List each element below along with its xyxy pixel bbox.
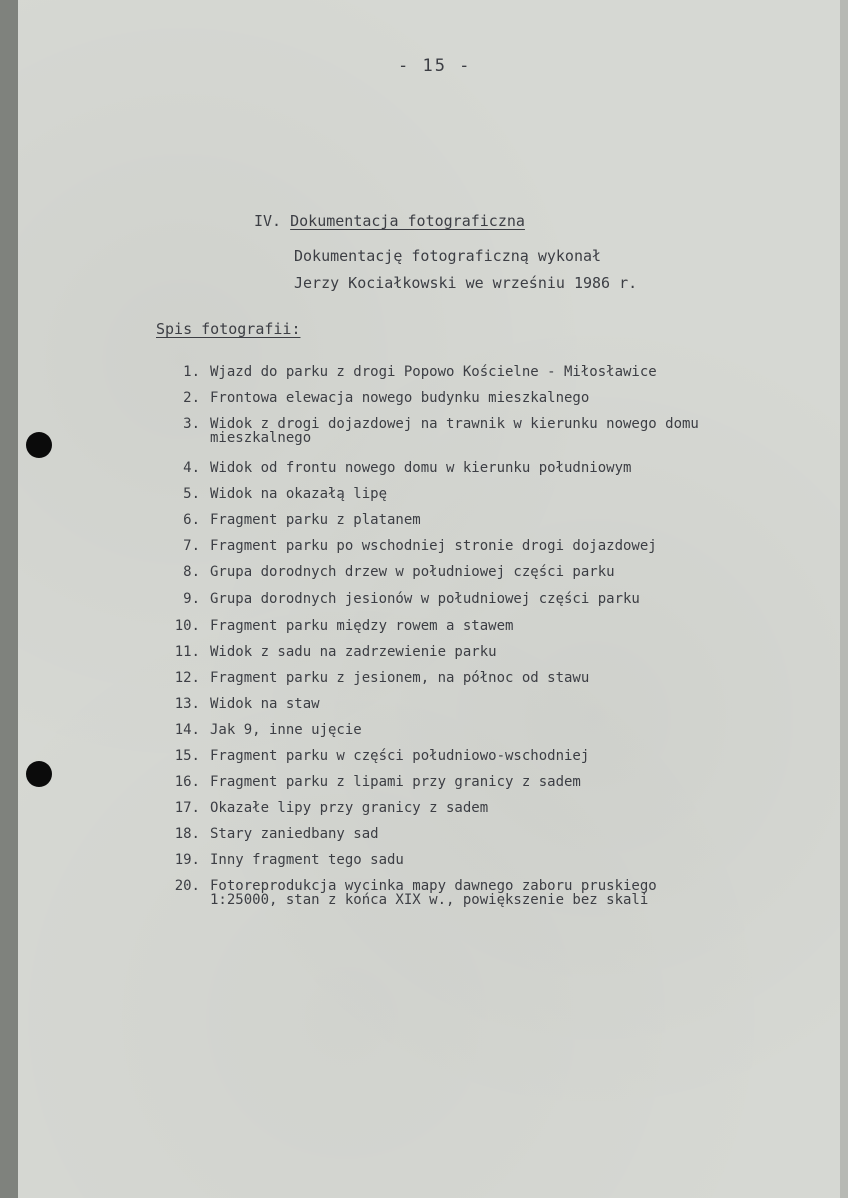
list-item-number: 1.	[183, 364, 200, 380]
punch-hole	[26, 432, 52, 458]
list-item	[158, 619, 828, 633]
list-item-number: 7.	[183, 538, 200, 554]
list-item	[158, 539, 828, 553]
list-item-text: Frontowa elewacja nowego budynku mieszkalnego	[210, 390, 590, 406]
list-item	[158, 391, 828, 405]
list-item-number: 11.	[174, 644, 200, 660]
list-item-number: 9.	[183, 591, 200, 607]
list-item	[158, 697, 828, 711]
list-item	[158, 645, 828, 659]
list-item-number: 6.	[183, 512, 200, 528]
list-heading: Spis fotografii:	[156, 320, 301, 338]
list-item	[158, 461, 828, 475]
list-item	[158, 827, 828, 841]
section-numeral: IV.	[254, 212, 282, 230]
list-item	[158, 565, 828, 579]
credit-line: Jerzy Kociałkowski we wrześniu 1986 r.	[294, 274, 638, 292]
list-item-number: 19.	[174, 852, 200, 868]
list-item-number: 13.	[174, 696, 200, 712]
list-item	[158, 513, 828, 527]
list-item-number: 5.	[183, 486, 200, 502]
list-item	[158, 671, 828, 685]
list-item-number: 16.	[174, 774, 200, 790]
list-item-number: 15.	[174, 748, 200, 764]
punch-hole	[26, 761, 52, 787]
list-item-text: Stary zaniedbany sad	[210, 826, 379, 842]
list-item-number: 3.	[183, 416, 200, 432]
list-item-text: Fragment parku po wschodniej stronie drogi dojazdowej	[210, 538, 657, 554]
document-page	[18, 0, 840, 1198]
list-item	[158, 417, 828, 445]
list-item-number: 2.	[183, 390, 200, 406]
scan-right-margin	[840, 0, 848, 1198]
section-heading	[254, 212, 525, 230]
list-item-number: 20.	[174, 878, 200, 894]
list-item-text: Widok na staw	[210, 696, 320, 712]
list-item	[158, 775, 828, 789]
credit-line: Dokumentację fotograficzną wykonał	[294, 247, 602, 265]
list-item-text: Fragment parku w części południowo-wschodniej	[210, 748, 590, 764]
list-item-text: Inny fragment tego sadu	[210, 852, 404, 868]
list-item-text: Wjazd do parku z drogi Popowo Kościelne - Miłosławice	[210, 364, 657, 380]
list-item-text: Fragment parku między rowem a stawem	[210, 618, 514, 634]
list-item-text: Fragment parku z lipami przy granicy z sadem	[210, 774, 581, 790]
list-item-text: Grupa dorodnych drzew w południowej części parku	[210, 564, 615, 580]
list-item-text: Widok od frontu nowego domu w kierunku południowym	[210, 460, 632, 476]
list-item-text: Grupa dorodnych jesionów w południowej części parku	[210, 591, 640, 607]
list-item	[158, 801, 828, 815]
list-item-text: Widok z drogi dojazdowej na trawnik w kierunku nowego domu mieszkalnego	[210, 416, 699, 446]
list-item-number: 18.	[174, 826, 200, 842]
list-item	[158, 365, 828, 379]
list-item-number: 4.	[183, 460, 200, 476]
section-title: Dokumentacja fotograficzna	[290, 212, 525, 230]
list-item	[158, 487, 828, 501]
list-item-text: Jak 9, inne ujęcie	[210, 722, 362, 738]
list-item	[158, 592, 828, 606]
list-item-text: Fotoreprodukcja wycinka mapy dawnego zaboru pruskiego 1:25000, stan z końca XIX w., powiększenie bez skali	[210, 878, 657, 908]
list-item-text: Okazałe lipy przy granicy z sadem	[210, 800, 489, 816]
list-item-number: 17.	[174, 800, 200, 816]
list-item-text: Fragment parku z platanem	[210, 512, 421, 528]
list-item	[158, 723, 828, 737]
list-item-text: Fragment parku z jesionem, na północ od stawu	[210, 670, 590, 686]
scan-left-margin	[0, 0, 18, 1198]
list-item-number: 8.	[183, 564, 200, 580]
list-item	[158, 879, 828, 907]
list-item	[158, 749, 828, 763]
page-number: - 15 -	[398, 56, 472, 76]
list-item-text: Widok z sadu na zadrzewienie parku	[210, 644, 497, 660]
list-item	[158, 853, 828, 867]
list-item-number: 10.	[174, 618, 200, 634]
list-item-number: 14.	[174, 722, 200, 738]
list-item-text: Widok na okazałą lipę	[210, 486, 388, 502]
list-item-number: 12.	[174, 670, 200, 686]
